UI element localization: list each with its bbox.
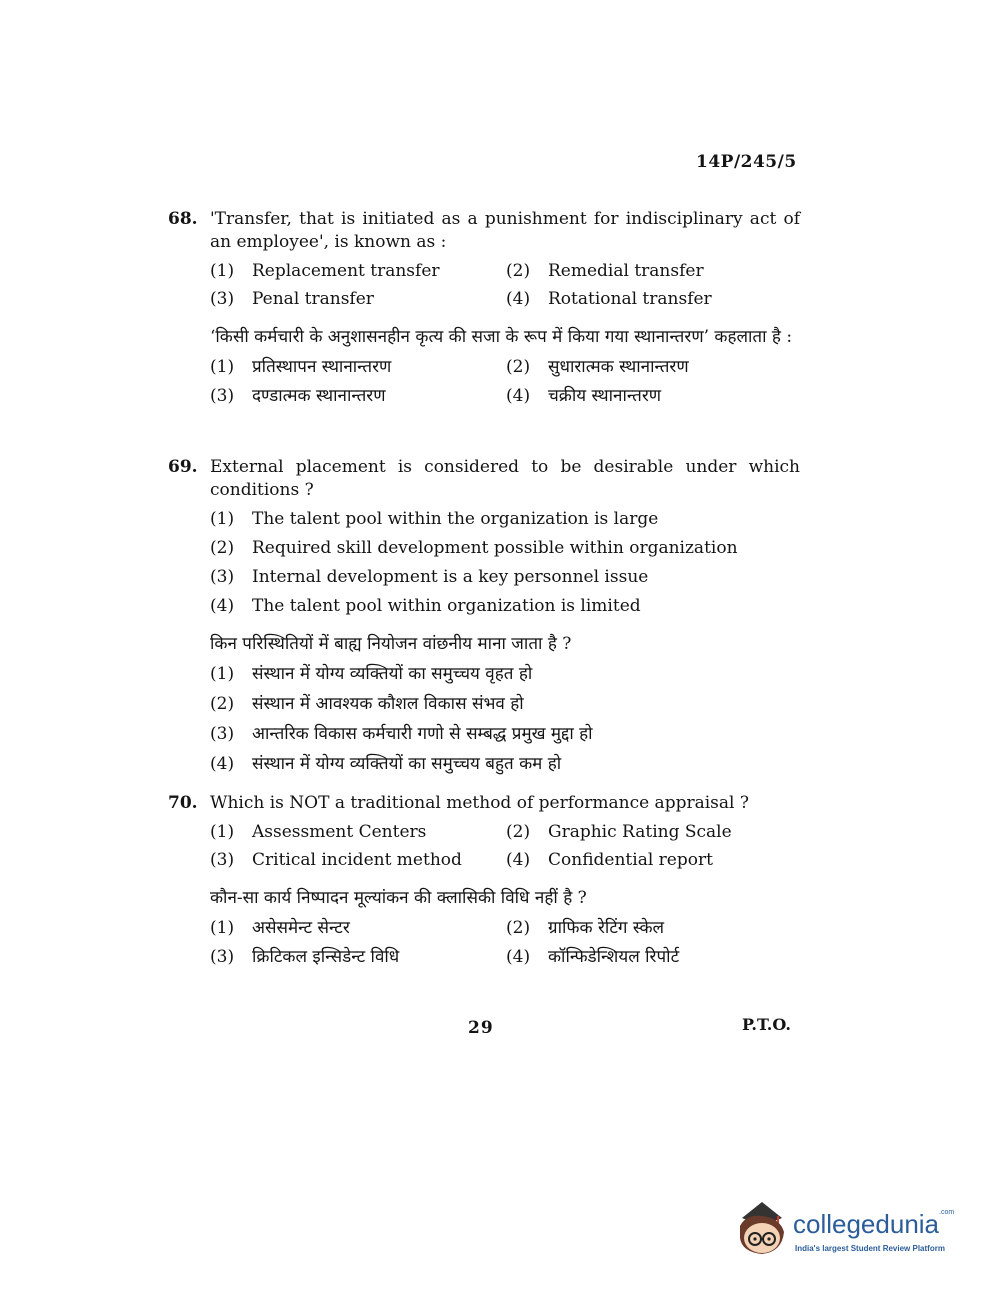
brand-suffix: .com xyxy=(939,1209,955,1216)
option-2: (2) Required skill development possible within organization xyxy=(210,538,738,558)
mascot-icon xyxy=(740,1202,784,1254)
hindi-option-2: (2) संस्थान में आवश्यक कौशल विकास संभव हो xyxy=(210,694,524,714)
hindi-option-3: (3) क्रिटिकल इन्सिडेन्ट विधि xyxy=(210,947,400,967)
question-text-hindi: ‘किसी कर्मचारी के अनुशासनहीन कृत्य की सजा के रूप में किया गया स्थानान्तरण’ कहलाता है : xyxy=(210,327,793,347)
pto-label: P.T.O. xyxy=(742,1015,791,1034)
question-text-hindi: कौन-सा कार्य निष्पादन मूल्यांकन की क्लासिकी विधि नहीं है ? xyxy=(210,888,587,908)
question-text-hindi: किन परिस्थितियों में बाह्य नियोजन वांछनीय माना जाता है ? xyxy=(210,634,572,654)
hindi-options xyxy=(210,662,800,776)
hindi-option-1: (1) प्रतिस्थापन स्थानान्तरण xyxy=(210,357,392,377)
hindi-option-4: (4) संस्थान में योग्य व्यक्तियों का समुच्चय बहुत कम हो xyxy=(210,754,562,774)
english-options xyxy=(210,821,800,872)
hindi-option-1: (1) असेसमेन्ट सेन्टर xyxy=(210,918,350,938)
brand-tagline: India's largest Student Review Platform xyxy=(795,1244,945,1253)
english-options xyxy=(210,260,800,311)
hindi-options xyxy=(210,355,800,408)
hindi-option-2: (2) ग्राफिक रेटिंग स्केल xyxy=(506,918,665,938)
question-number: 69. xyxy=(168,457,198,477)
question-number: 70. xyxy=(168,793,198,813)
option-3: (3) Penal transfer xyxy=(210,289,374,309)
option-1: (1) Assessment Centers xyxy=(210,822,427,842)
question-70 xyxy=(168,792,800,969)
question-69 xyxy=(168,456,800,782)
question-text-english: 'Transfer, that is initiated as a punishment for indisciplinary act of an employee', is known as : xyxy=(210,209,800,252)
option-3: (3) Internal development is a key personnel issue xyxy=(210,567,649,587)
option-1: (1) Replacement transfer xyxy=(210,261,440,281)
page-number: 29 xyxy=(468,1018,494,1038)
question-text-english: Which is NOT a traditional method of performance appraisal ? xyxy=(210,793,749,813)
question-68 xyxy=(168,208,800,408)
hindi-option-4: (4) कॉन्फिडेन्शियल रिपोर्ट xyxy=(506,947,680,967)
option-2: (2) Remedial transfer xyxy=(506,261,704,281)
paper-code: 14P/245/5 xyxy=(696,152,797,172)
brand-name: collegedunia$^{.com}$ xyxy=(793,1209,955,1239)
hindi-option-2: (2) सुधारात्मक स्थानान्तरण xyxy=(506,357,689,377)
option-4: (4) Confidential report xyxy=(506,850,713,870)
hindi-options xyxy=(210,916,800,969)
question-text-english: External placement is considered to be desirable under which conditions ? xyxy=(210,457,800,500)
hindi-option-3: (3) दण्डात्मक स्थानान्तरण xyxy=(210,386,386,406)
option-2: (2) Graphic Rating Scale xyxy=(506,822,732,842)
hindi-option-3: (3) आन्तरिक विकास कर्मचारी गणो से सम्बद्ध प्रमुख मुद्दा हो xyxy=(210,724,593,744)
option-4: (4) The talent pool within organization is limited xyxy=(210,596,641,616)
english-options xyxy=(210,508,800,618)
option-4: (4) Rotational transfer xyxy=(506,289,712,309)
option-1: (1) The talent pool within the organization is large xyxy=(210,509,659,529)
option-3: (3) Critical incident method xyxy=(210,850,462,870)
hindi-option-4: (4) चक्रीय स्थानान्तरण xyxy=(506,386,662,406)
hindi-option-1: (1) संस्थान में योग्य व्यक्तियों का समुच्चय वृहत हो xyxy=(210,664,533,684)
question-number: 68. xyxy=(168,209,198,229)
